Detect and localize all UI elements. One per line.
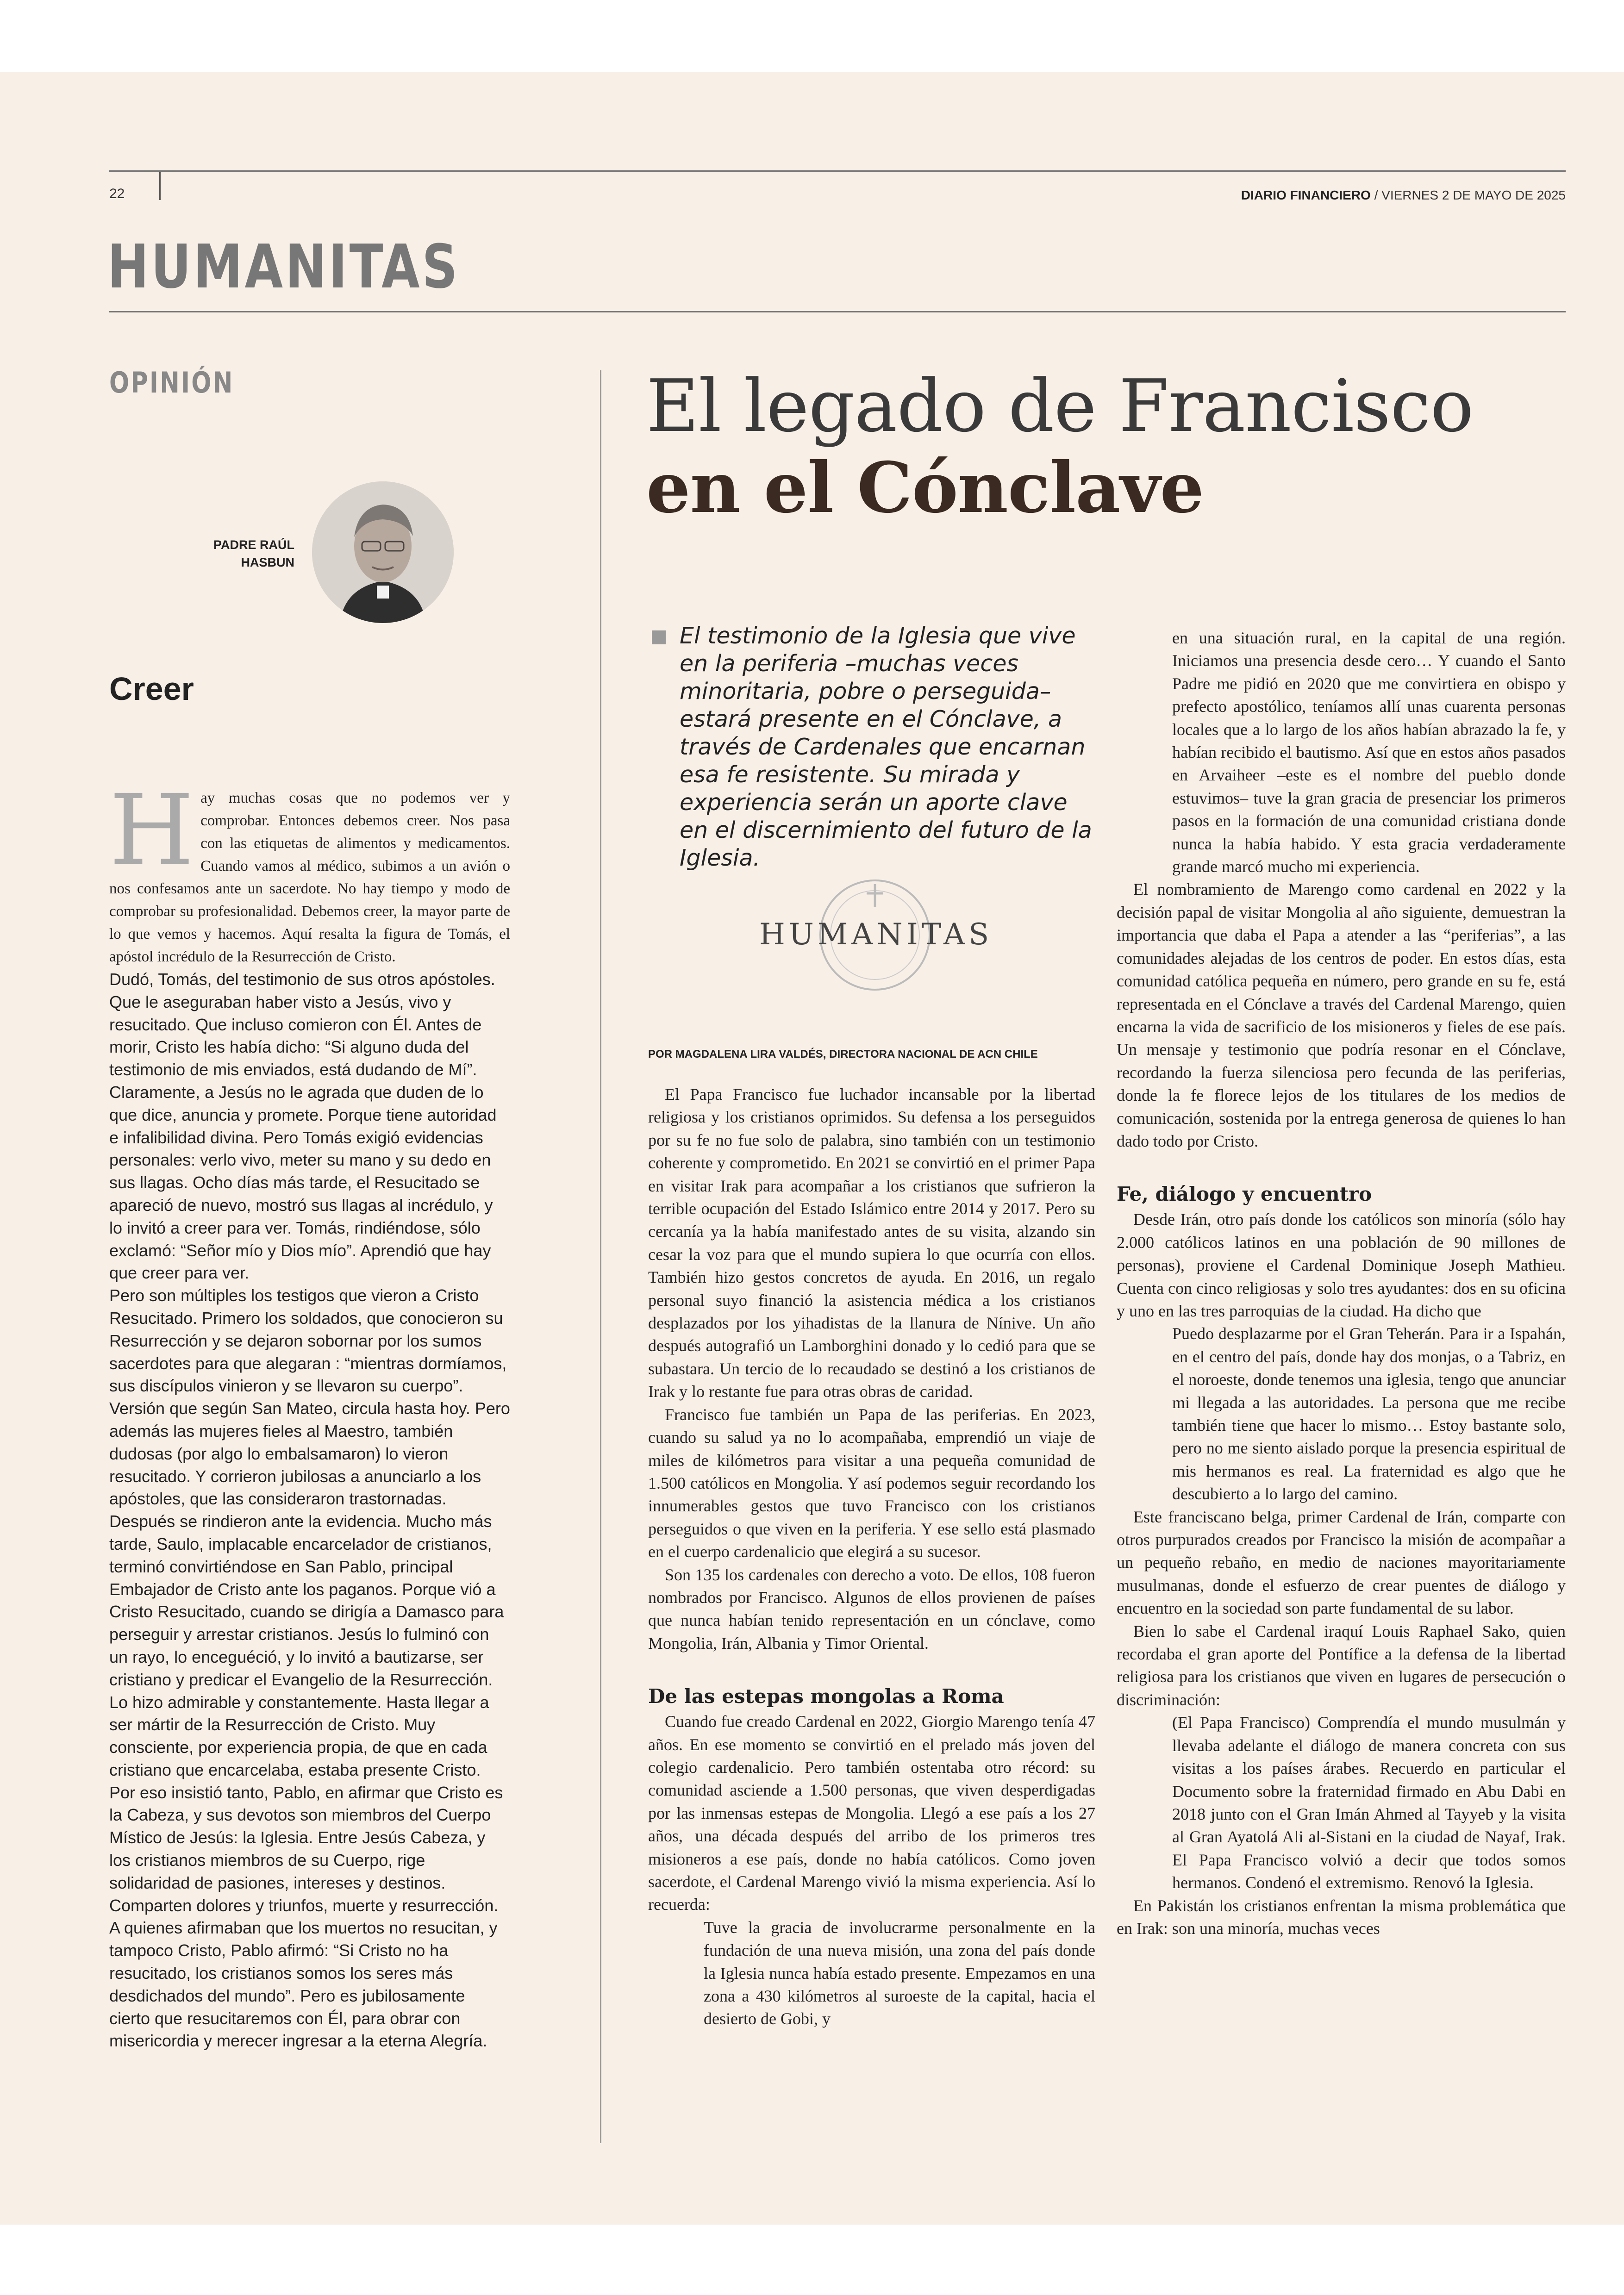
opinion-paragraph-text: ay muchas cosas que no podemos ver y comprobar. Entonces debemos creer. Nos pasa con las etiquetas de alimentos y medicamentos. Cuando vamos al médico, subimos a un avión o nos confesamos ante un sacerdote. No hay tiempo y modo de comprobar su profesionalidad. Debemos creer, la mayor parte de lo que vemos y hacemos. Aquí resalta la figura de Tomás, el apóstol incrédulo de la Resurrección de Cristo.: [109, 790, 510, 965]
opinion-paragraph: [109, 773, 510, 968]
author-name-line1: PADRE RAÚL: [213, 538, 294, 552]
article-quote: Tuve la gracia de involucrarme personalmente en la fundación de una nueva misión, una zona del país donde la Iglesia nunca había estado presente. Empezamos en una zona a 430 kilómetros al suroeste de la capital, hacia el desierto de Gobi, y: [704, 1918, 1095, 2028]
opinion-label: OPINIÓN: [109, 366, 234, 399]
publication-date: / VIERNES 2 DE MAYO DE 2025: [1374, 188, 1566, 202]
author-portrait: [312, 481, 454, 623]
portrait-image: [312, 481, 454, 623]
drop-cap: H: [109, 773, 194, 887]
subheading: Fe, diálogo y encuentro: [1117, 1183, 1372, 1206]
spacer: [648, 1655, 1095, 1683]
headline-line-1: El legado de Francisco: [646, 364, 1474, 448]
opinion-title: Creer: [109, 671, 194, 707]
article-paragraph: Bien lo sabe el Cardenal iraquí Louis Raphael Sako, quien recordaba el gran aporte del Pontífice a la defensa de la libertad religiosa para los cristianos que viven en lugares de persecución o discriminación:: [1117, 1621, 1566, 1709]
section-title: HUMANITAS: [107, 231, 460, 302]
logo-text: HUMANITAS: [759, 917, 993, 952]
header-top-rule: [109, 170, 1566, 172]
humanitas-logo: [759, 866, 991, 1004]
page-number-divider: [159, 172, 161, 200]
article-paragraph: Son 135 los cardenales con derecho a voto. De ellos, 108 fueron nombrados por Francisco. Algunos de ellos provienen de países que nunca habían tenido representación en un cónclave, como Mongolia, Irán, Albania y Timor Oriental.: [648, 1565, 1095, 1653]
spacer: [1117, 1153, 1566, 1180]
article-quote: Puedo desplazarme por el Gran Teherán. Para ir a Ispahán, en el centro del país, donde hay dos monjas, o a Tabriz, en el noroeste, donde tenemos una iglesia, tengo que anunciar mi llegada a las autoridades. La persona que me recibe también tiene que hacer lo mismo… Estoy bastante solo, pero no me siento aislado porque la presencia espiritual de mis hermanos es real. La fraternidad es algo que he descubierto a lo largo del camino.: [1172, 1324, 1566, 1503]
article-lead: El testimonio de la Iglesia que vive en la periferia –muchas veces minoritaria, pobre o perseguida– estará presente en el Cónclave, a través de Cardenales que encarnan esa fe resistente. Su mirada y experiencia serán un aporte clave en el discernimiento del futuro de la Iglesia.: [680, 623, 1092, 871]
masthead: [926, 188, 1566, 203]
article-paragraph: El nombramiento de Marengo como cardenal en 2022 y la decisión papal de visitar Mongolia al año siguiente, demuestran la importancia que daba el Papa a atender a las “periferias”, a las comunidades alejadas de los centros de poder. En estos días, esta comunidad católica pequeña en número, pero grande en su fe, está representada en el Cónclave a través del Cardenal Marengo, quien encarna la vida de sacrificio de los misioneros y fieles de ese país. Un mensaje y testimonio que podría resonar en el Cónclave, recordando la fuerza silenciosa pero fecunda de las periferias, donde la fe florece lejos de los titulares de los medios de comunicación, sostenida por la entrega generosa de quienes lo han dado todo por Cristo.: [1117, 880, 1566, 1150]
headline-line-2: en el Cónclave: [646, 447, 1204, 529]
lead-bullet: [652, 630, 666, 644]
author-name-line2: HASBUN: [241, 555, 294, 569]
section-rule: [109, 311, 1566, 312]
opinion-paragraph: Pero son múltiples los testigos que vieron a Cristo Resucitado. Primero los soldados, que conocieron su Resurrección y se dejaron sobornar por los sumos sacerdotes para que alegaran : “mientras dormíamos, sus discípulos vinieron y se llevaron su cuerpo”. Versión que según San Mateo, circula hasta hoy. Pero además las mujeres fieles al Maestro, también dudosas (por algo lo embalsamaron) lo vieron resucitado. Y corrieron jubilosas a anunciarlo a los apóstoles, que las consideraron trastornadas. Después se rindieron ante la evidencia. Mucho más tarde, Saulo, implacable encarcelador de cristianos, terminó convirtiéndose en San Pablo, principal Embajador de Cristo ante los paganos. Porque vió a Cristo Resucitado, cuando se dirigía a Damasco para perseguir y arrestar cristianos. Jesús lo fulminó con un rayo, lo enceguéció, y lo invitó a bautizarse, ser cristiano y predicar el Evangelio de la Resurrección. Lo hizo admirable y constantemente. Hasta llegar a ser mártir de la Resurrección de Cristo. Muy consciente, por experiencia propia, de que en cada cristiano que encarcelaba, estaba presente Cristo. Por eso insistió tanto, Pablo, en afirmar que Cristo es la Cabeza, y sus devotos son miembros del Cuerpo Místico de Jesús: la Iglesia. Entre Jesús Cabeza, y los cristianos miembros de su Cuerpo, rige solidaridad de pasiones, intereses y destinos. Comparten dolores y triunfos, muerte y resurrección. A quienes afirmaban que los muertos no resucitan, y tampoco Cristo, Pablo afirmó: “Si Cristo no ha resucitado, los cristianos somos los seres más desdichados del mundo”. Pero es jubilosamente cierto que resucitaremos con Él, para obrar con misericordia y merecer ingresar a la eterna Alegría.: [109, 1286, 510, 2051]
article-paragraph: En Pakistán los cristianos enfrentan la misma problemática que en Irak: son una minoría, muchas veces: [1117, 1896, 1566, 1938]
page-number: 22: [109, 186, 125, 201]
opinion-paragraph: Dudó, Tomás, del testimonio de sus otros apóstoles. Que le aseguraban haber visto a Jesús, vivo y resucitado. Que incluso comieron con Él. Antes de morir, Cristo les había dicho: “Si alguno duda del testimonio de mis enviados, está dudando de Mí”. Claramente, a Jesús no le agrada que duden de lo que dice, anuncia y promete. Porque tiene autoridad e infalibilidad divina. Pero Tomás exigió evidencias personales: verlo vivo, meter su mano y su dedo en sus llagas. Ocho días más tarde, el Resucitado se apareció de nuevo, mostró sus llagas al incrédulo, y lo invitó a creer para ver. Tomás, rindiéndose, sólo exclamó: “Señor mío y Dios mío”. Aprendió que hay que creer para ver.: [109, 970, 497, 1283]
article-paragraph: Francisco fue también un Papa de las periferias. En 2023, cuando su salud ya no lo acompañaba, emprendió un viaje de miles de kilómetros para visitar a una pequeña comunidad de 1.500 católicos en Mongolia. Y así podemos seguir recordando los innumerables gestos que tuvo Francisco con los cristianos perseguidos o que viven en la periferia. Y ese sello está plasmado en el cuerpo cardenalicio que elegirá a su sucesor.: [648, 1405, 1095, 1561]
article-paragraph: Este franciscano belga, primer Cardenal de Irán, comparte con otros purpurados creados por Francisco la misión de acompañar a un pequeño rebaño, en medio de naciones mayoritariamente musulmanas, donde el esfuerzo de crear puentes de diálogo y encuentro en la sociedad son parte fundamental de su labor.: [1117, 1507, 1566, 1618]
article-paragraph: Cuando fue creado Cardenal en 2022, Giorgio Marengo tenía 47 años. En ese momento se convirtió en el prelado más joven del colegio cardenalicio. Pero también ostentaba otro récord: su comunidad asciende a 1.500 personas, que viven desperdigadas por las inmensas estepas de Mongolia. Llegó a ese país a los 27 años, una década después del arribo de los primeros tres misioneros a ese país, donde no había católicos. Como joven sacerdote, el Cardenal Marengo vivió la misma experiencia. Así lo recuerda:: [648, 1712, 1095, 1914]
subheading: De las estepas mongolas a Roma: [648, 1685, 1004, 1708]
publication-name: DIARIO FINANCIERO: [1241, 188, 1371, 202]
article-column-1: [648, 1083, 1095, 2031]
article-paragraph: El Papa Francisco fue luchador incansable por la libertad religiosa y los cristianos oprimidos. Su defensa a los perseguidos por su fe no fue solo de palabra, sino también con un testimonio coherente y comprometido. En 2021 se convirtió en el primer Papa en visitar Irak para acompañar a los cristianos que sufrieron la terrible ocupación del Estado Islámico entre 2014 y 2017. Pero su cercanía ya la había manifestado antes de su visita, alzando sin cesar la voz para que el mundo supiera lo que ocurría con ellos. También hizo gestos concretos de ayuda. En 2016, un regalo personal suyo financió la asistencia médica a los cristianos desplazados por los yihadistas de la llanura de Nínive. Un año después autografió un Lamborghini donado y lo cedió para que se subastara. Un tercio de lo recaudado se destinó a los cristianos de Irak y lo restante fue para otras obras de caridad.: [648, 1085, 1095, 1401]
article-quote: en una situación rural, en la capital de una región. Iniciamos una presencia desde cero… Y cuando el Santo Padre me pidió en 2020 que me convirtiera en obispo y prefecto apostólico, teníamos allí unas cuarenta personas locales que a lo largo de los años habían abrazado la fe, y habían recibido el bautismo. Así que en estos años pasados en Arvaiheer –este es el nombre del pueblo donde estuvimos– tuve la gran gracia de presenciar los primeros pasos en la formación de una comunidad cristiana donde nunca la había habido. Y esta gracia verdaderamente grande marcó mucho mi experiencia.: [1172, 629, 1566, 876]
article-byline: POR MAGDALENA LIRA VALDÉS, DIRECTORA NACIONAL DE ACN CHILE: [648, 1048, 1038, 1060]
article-quote: (El Papa Francisco) Comprendía el mundo musulmán y llevaba adelante el diálogo de manera concreta con sus visitas a los países árabes. Recuerdo en particular el Documento sobre la fraternidad firmado en Abu Dabi en 2018 junto con el Gran Imán Ahmed al Tayyeb y la visita al Gran Ayatolá Ali al-Sistani en la ciudad de Nayaf, Irak. El Papa Francisco volvió a decir que todos somos hermanos. Condenó el extremismo. Renovó la Iglesia.: [1172, 1713, 1566, 1892]
article-column-2: [1117, 627, 1566, 1940]
article-paragraph: Desde Irán, otro país donde los católicos son minoría (sólo hay 2.000 católicos latinos en una población de 90 millones de personas), proviene el Cardenal Dominique Joseph Mathieu. Cuenta con cinco religiosas y solo tres ayudantes: dos en su oficina y uno en las tres parroquias de la ciudad. Ha dicho que: [1117, 1210, 1566, 1320]
column-divider: [600, 370, 601, 2143]
author-name: [139, 536, 294, 571]
opinion-body: [109, 773, 510, 2052]
